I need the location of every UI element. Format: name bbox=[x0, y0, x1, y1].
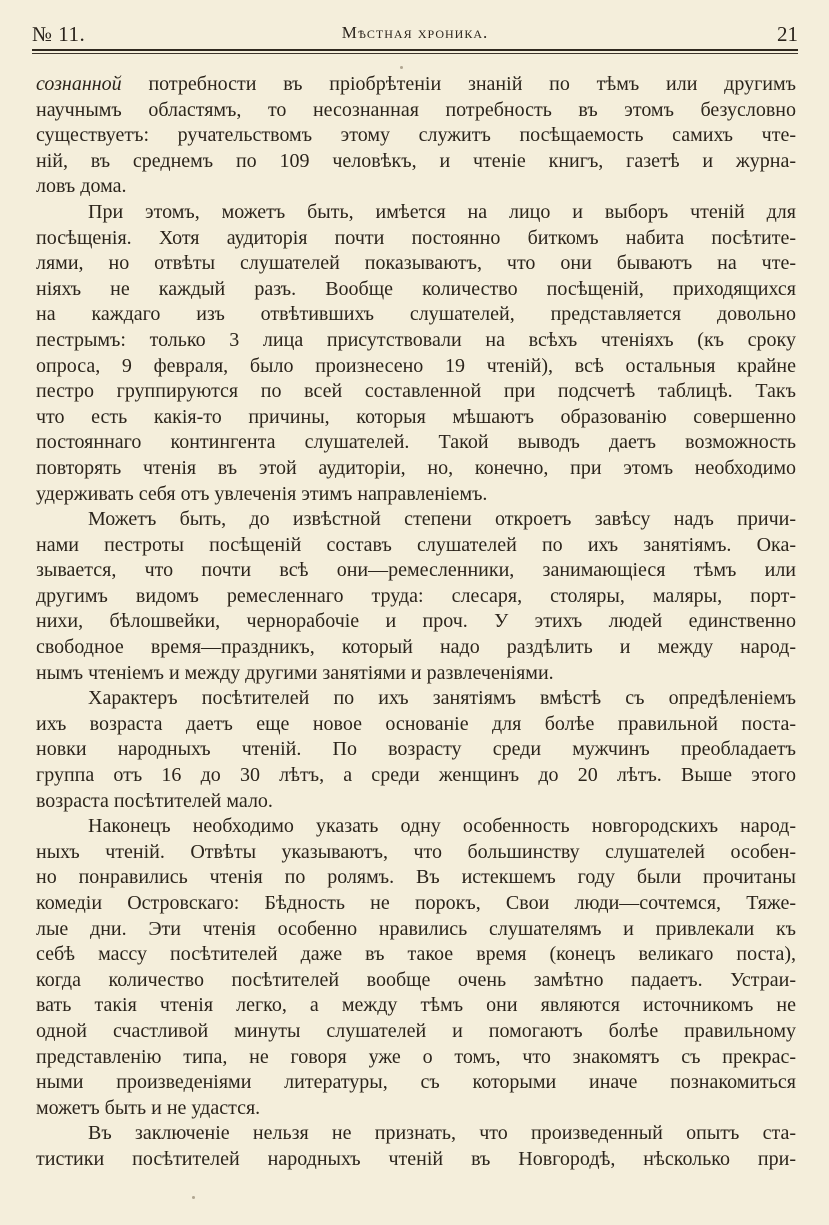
page-number: 21 bbox=[777, 22, 798, 46]
line-text: постояннаго контингента слушателей. Такой выводъ даетъ возможность bbox=[36, 431, 796, 454]
text-line bbox=[36, 993, 796, 1019]
text-line bbox=[36, 917, 796, 943]
line-text: Наконецъ необходимо указать одну особенность новгородскихъ народ- bbox=[88, 815, 796, 838]
line-text: посѣщенія. Хотя аудиторія почти постоянно биткомъ набита посѣтите- bbox=[36, 226, 796, 249]
text-line bbox=[36, 533, 796, 559]
paragraph-first-line bbox=[36, 814, 796, 840]
line-text: Можетъ быть, до извѣстной степени откроетъ завѣсу надъ причи- bbox=[88, 508, 796, 531]
line-text: комедіи Островскаго: Бѣдность не порокъ, Свои люди—сочтемся, Тяже- bbox=[36, 892, 796, 914]
text-line bbox=[36, 609, 796, 635]
line-text: пестро группируются по всей составленной при подсчетѣ таблицѣ. Такъ bbox=[36, 380, 796, 403]
line-text: лые дни. Эти чтенія особенно нравились слушателямъ и привлекали къ bbox=[36, 917, 796, 940]
line-text: группа отъ 16 до 30 лѣтъ, а среди женщинъ до 20 лѣтъ. Выше этого bbox=[36, 764, 796, 787]
paper-speck bbox=[192, 1196, 195, 1199]
running-header bbox=[32, 22, 798, 46]
text-line bbox=[36, 789, 796, 815]
text-line bbox=[36, 379, 796, 405]
line-text: на каждаго изъ отвѣтившихъ слушателей, представляется довольно bbox=[36, 303, 796, 326]
text-line bbox=[36, 226, 796, 252]
line-text: ніяхъ не каждый разъ. Вообще количество посѣщеній, приходящихся bbox=[36, 277, 796, 300]
paper-speck bbox=[400, 66, 403, 69]
text-line bbox=[36, 1147, 796, 1173]
line-text: опроса, 9 февраля, было произнесено 19 чтеній), всѣ остальныя крайне bbox=[36, 354, 796, 377]
text-line bbox=[36, 405, 796, 431]
text-line bbox=[36, 98, 796, 124]
italic-word: сознанной bbox=[36, 73, 122, 95]
line-text: лями, но отвѣты слушателей показываютъ, что они бываютъ на чте- bbox=[36, 252, 796, 275]
line-text: Характеръ посѣтителей по ихъ занятіямъ вмѣстѣ съ опредѣленіемъ bbox=[88, 687, 796, 710]
text-line bbox=[36, 1096, 796, 1122]
line-text: повторять чтенія въ этой аудиторіи, но, конечно, при этомъ необходимо bbox=[36, 456, 796, 479]
line-text: ными произведеніями литературы, съ которыми иначе познакомиться bbox=[36, 1071, 796, 1094]
line-text: ныхъ чтеній. Отвѣты указываютъ, что большинству слушателей особен- bbox=[36, 840, 796, 863]
line-text: одной счастливой минуты слушателей и помогаютъ болѣе правильному bbox=[36, 1019, 796, 1042]
text-line bbox=[36, 558, 796, 584]
line-text: нихи, бѣлошвейки, чернорабочіе и проч. У этихъ людей единственно bbox=[36, 610, 796, 633]
line-text: вать такія чтенія легко, а между тѣмъ они являются источникомъ не bbox=[36, 994, 796, 1017]
text-line bbox=[36, 1019, 796, 1045]
paragraph-first-line bbox=[36, 200, 796, 226]
text-line bbox=[36, 482, 796, 508]
section-title: Мѣстная хроника. bbox=[341, 23, 489, 42]
line-text: представленію типа, не говоря уже о томъ, что знакомятъ съ прекрас- bbox=[36, 1045, 796, 1068]
text-line bbox=[36, 456, 796, 482]
line-text: зывается, что почти всѣ они—ремесленники, занимающіеся тѣмъ или bbox=[36, 559, 796, 582]
text-line bbox=[36, 149, 796, 175]
line-text: существуетъ: ручательствомъ этому служитъ посѣщаемость самихъ чте- bbox=[36, 124, 796, 147]
line-text: ловъ дома. bbox=[36, 175, 127, 198]
text-line bbox=[36, 328, 796, 354]
text-line bbox=[36, 635, 796, 661]
text-line bbox=[36, 277, 796, 303]
line-text: новки народныхъ чтеній. По возрасту среди мужчинъ преобладаетъ bbox=[36, 738, 796, 761]
line-text: нымъ чтеніемъ и между другими занятіями и развлеченіями. bbox=[36, 661, 554, 684]
text-line bbox=[36, 737, 796, 763]
line-text: ихъ возраста даетъ еще новое основаніе для болѣе правильной поста- bbox=[36, 712, 796, 735]
line-text: удерживать себя отъ увлеченія этимъ направленіемъ. bbox=[36, 482, 488, 505]
text-line bbox=[36, 72, 796, 98]
text-line bbox=[36, 891, 796, 917]
text-line bbox=[36, 712, 796, 738]
text-line bbox=[36, 840, 796, 866]
line-text: ній, въ среднемъ по 109 человѣкъ, и чтеніе книгъ, газетѣ и журна- bbox=[36, 149, 796, 172]
line-text: Въ заключеніе нельзя не признать, что произведенный опытъ ста- bbox=[88, 1122, 796, 1145]
line-text: тистики посѣтителей народныхъ чтеній въ Новгородѣ, нѣсколько при- bbox=[36, 1147, 796, 1170]
header-rule-thin bbox=[32, 53, 798, 54]
line-text: себѣ массу посѣтителей даже въ такое время (конецъ великаго поста), bbox=[36, 943, 796, 966]
line-text: нами пестроты посѣщеній составъ слушателей по ихъ занятіямъ. Ока- bbox=[36, 533, 796, 556]
line-text: потребности въ пріобрѣтеніи знаній по тѣмъ или другимъ bbox=[121, 73, 796, 95]
paragraph-first-line bbox=[36, 507, 796, 533]
header-rule bbox=[32, 49, 798, 51]
line-text: когда количество посѣтителей вообще очень замѣтно падаетъ. Устраи- bbox=[36, 968, 796, 991]
text-line bbox=[36, 174, 796, 200]
text-line bbox=[36, 251, 796, 277]
line-text: другимъ видомъ ремесленнаго труда: слесаря, столяры, маляры, порт- bbox=[36, 584, 796, 607]
line-text: свободное время—праздникъ, который надо раздѣлить и между народ- bbox=[36, 636, 796, 659]
text-line bbox=[36, 1070, 796, 1096]
line-text: что есть какія-то причины, которыя мѣшаютъ образованію совершенно bbox=[36, 405, 796, 428]
paragraph-first-line bbox=[36, 686, 796, 712]
line-text: При этомъ, можетъ быть, имѣется на лицо и выборъ чтеній для bbox=[88, 200, 796, 223]
line-text: можетъ быть и не удастся. bbox=[36, 1096, 261, 1119]
article-body bbox=[36, 72, 796, 1173]
text-line bbox=[36, 123, 796, 149]
issue-number: № 11. bbox=[32, 22, 86, 46]
text-line bbox=[36, 1045, 796, 1071]
line-text: пестрымъ: только 3 лица присутствовали на всѣхъ чтеніяхъ (къ сроку bbox=[36, 328, 796, 351]
text-line bbox=[36, 302, 796, 328]
text-line bbox=[36, 942, 796, 968]
line-text: научнымъ областямъ, то несознанная потребность въ этомъ безусловно bbox=[36, 98, 796, 121]
text-line bbox=[36, 865, 796, 891]
text-line bbox=[36, 354, 796, 380]
text-line bbox=[36, 763, 796, 789]
text-line bbox=[36, 661, 796, 687]
text-line bbox=[36, 430, 796, 456]
line-text: возраста посѣтителей мало. bbox=[36, 789, 273, 812]
paragraph-first-line bbox=[36, 1121, 796, 1147]
line-text: но понравились чтенія по ролямъ. Въ истекшемъ году были прочитаны bbox=[36, 866, 796, 889]
text-line bbox=[36, 968, 796, 994]
text-line bbox=[36, 584, 796, 610]
